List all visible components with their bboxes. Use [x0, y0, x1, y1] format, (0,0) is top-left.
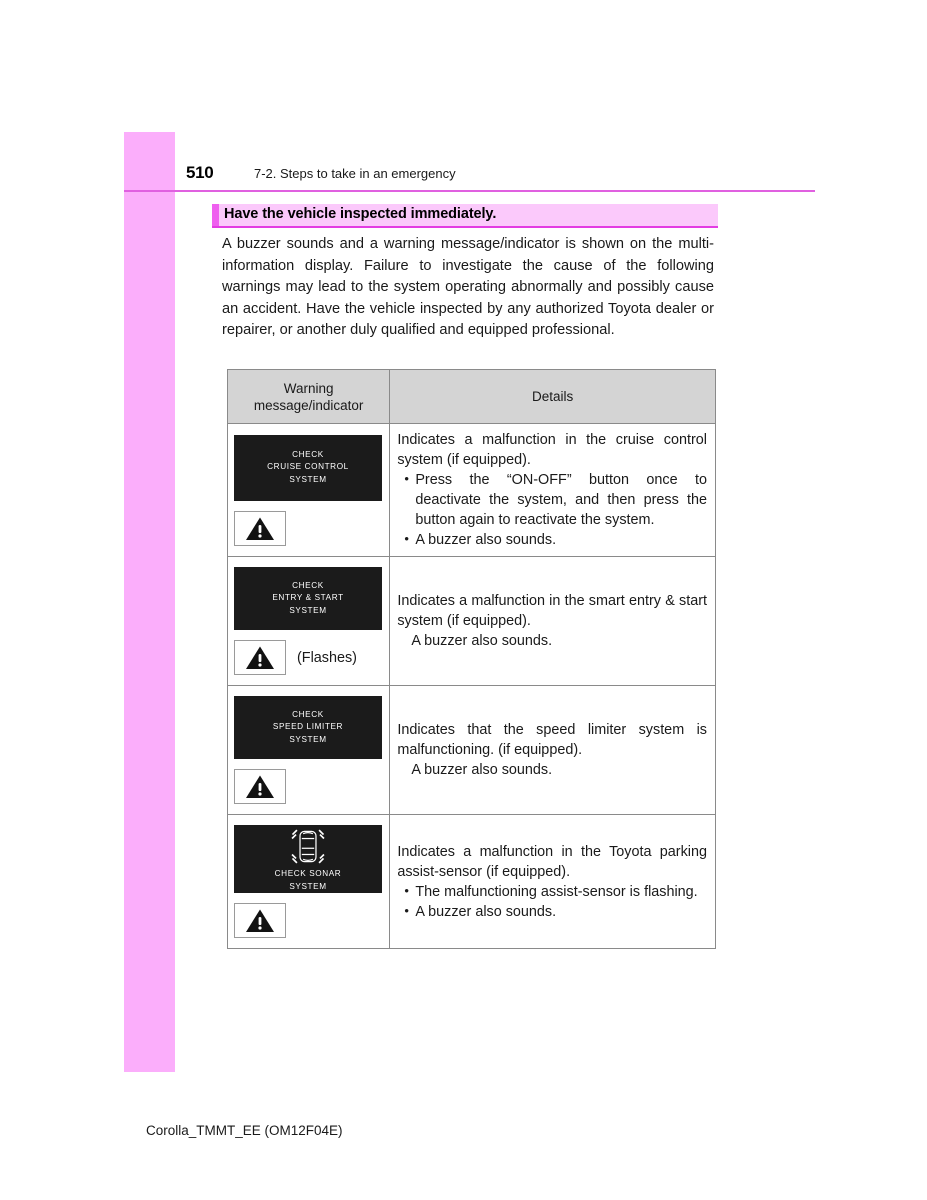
details-cell — [390, 815, 716, 949]
display-line: SYSTEM — [289, 474, 327, 484]
list-item: • A buzzer also sounds. — [397, 530, 707, 550]
icon-row — [234, 640, 389, 675]
detail-lead-text: Indicates that the speed limiter system is malfunctioning. (if equipped). — [397, 722, 707, 758]
list-item: • The malfunctioning assist-sensor is flashing. — [397, 882, 707, 902]
heading-accent-bar — [212, 204, 219, 226]
detail-lead-text: Indicates a malfunction in the smart entry & start system (if equipped). — [397, 593, 707, 629]
warning-triangle-icon — [234, 511, 286, 546]
chapter-side-tab — [124, 132, 175, 1072]
display-line: SYSTEM — [289, 881, 327, 891]
table-row — [228, 686, 716, 815]
display-line: CRUISE CONTROL — [267, 462, 349, 472]
icon-row — [234, 511, 389, 546]
indicator-cell — [228, 557, 390, 686]
table-row — [228, 557, 716, 686]
page-header — [175, 163, 815, 191]
warning-triangle-icon — [234, 769, 286, 804]
heading-underline-rule — [212, 226, 718, 228]
detail-bullet-list — [397, 882, 707, 922]
table-header-row — [228, 370, 716, 424]
detail-bullet-list — [397, 470, 707, 550]
mid-display-panel — [234, 696, 382, 759]
intro-paragraph: A buzzer sounds and a warning message/indicator is shown on the multi-information display. Failure to investigate the cause of the following warnings may lead to the system operating abnormally and possibly cause an accident. Have the vehicle inspected by any authorized Toyota dealer or repairer, or another duly qualified and equipped professional. — [222, 236, 714, 338]
column-header-indicator: Warning message/indicator — [228, 370, 390, 424]
display-line: CHECK — [292, 709, 324, 719]
display-line: CHECK — [292, 449, 324, 459]
indicator-cell — [228, 686, 390, 815]
warning-triangle-icon — [234, 903, 286, 938]
icon-note-label: (Flashes) — [297, 649, 357, 666]
display-line: ENTRY & START — [272, 593, 344, 603]
indicator-cell — [228, 424, 390, 557]
page-number: 510 — [186, 163, 214, 182]
display-line: CHECK SONAR — [274, 869, 342, 878]
display-line: SYSTEM — [289, 734, 327, 744]
details-cell — [390, 424, 716, 557]
icon-row — [234, 769, 389, 804]
column-header-details: Details — [390, 370, 716, 424]
list-item: • Press the “ON-OFF” button once to deactivate the system, and then press the button again to reactivate the system. — [397, 470, 707, 530]
display-line: SPEED LIMITER — [272, 722, 344, 732]
display-line: SYSTEM — [289, 605, 327, 615]
section-title: 7-2. Steps to take in an emergency — [254, 166, 456, 181]
details-cell — [390, 686, 716, 815]
mid-display-panel — [234, 567, 382, 630]
list-item: • A buzzer also sounds. — [397, 902, 707, 922]
footer-document-code: Corolla_TMMT_EE (OM12F04E) — [146, 1123, 343, 1138]
table-row — [228, 424, 716, 557]
header-divider-rule — [124, 190, 815, 192]
detail-lead-text: Indicates a malfunction in the cruise control system (if equipped). — [397, 432, 707, 468]
warning-indicator-table — [227, 369, 716, 949]
mid-display-panel — [234, 435, 382, 501]
display-line: CHECK — [292, 580, 324, 590]
table-row — [228, 815, 716, 949]
section-heading: Have the vehicle inspected immediately. — [224, 206, 497, 222]
indicator-cell — [228, 815, 390, 949]
details-cell — [390, 557, 716, 686]
warning-triangle-icon — [234, 640, 286, 675]
detail-plain-text: A buzzer also sounds. — [411, 762, 553, 778]
detail-plain-text: A buzzer also sounds. — [411, 633, 553, 649]
icon-row — [234, 903, 389, 938]
mid-display-panel — [234, 825, 382, 893]
car-sonar-icon — [281, 827, 335, 866]
detail-lead-text: Indicates a malfunction in the Toyota parking assist-sensor (if equipped). — [397, 843, 707, 880]
